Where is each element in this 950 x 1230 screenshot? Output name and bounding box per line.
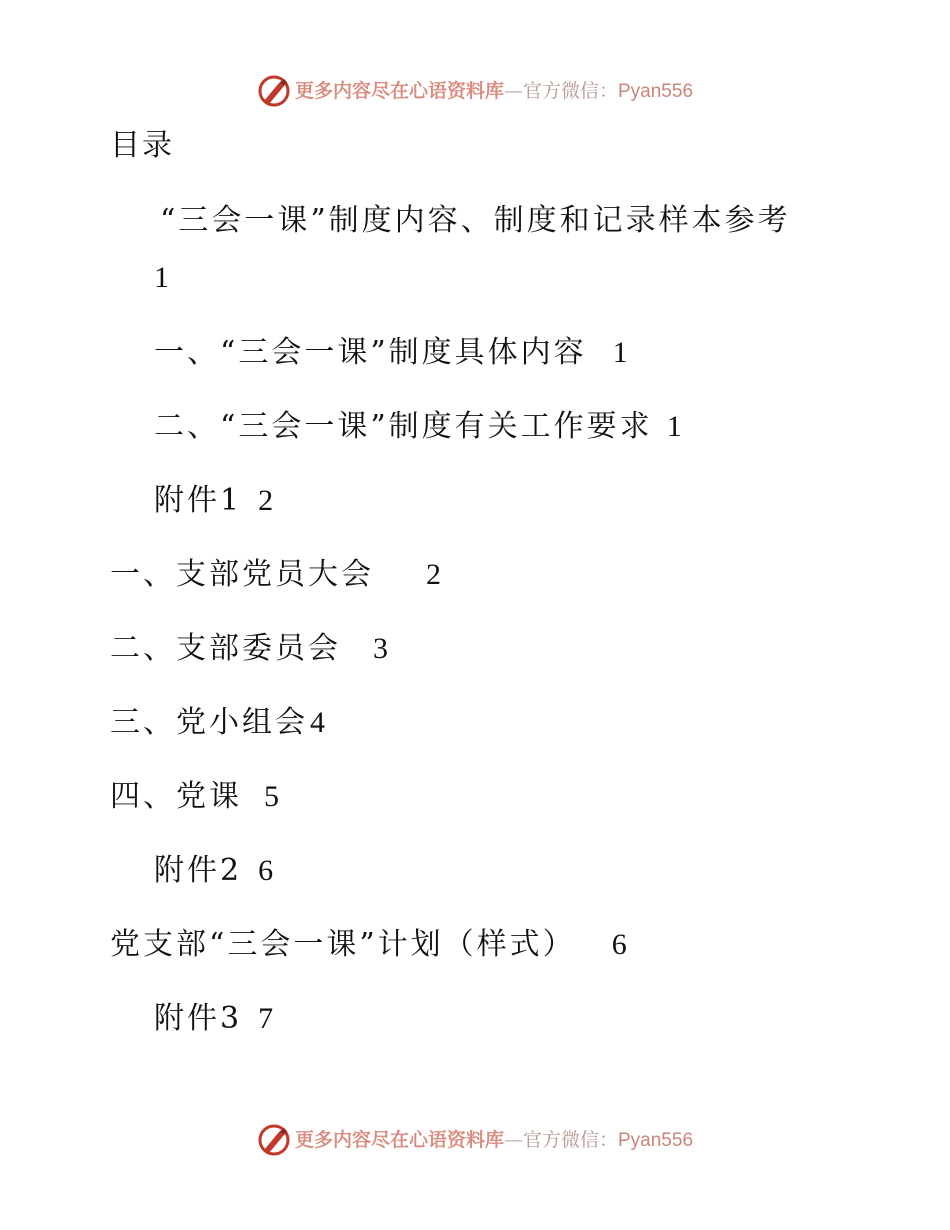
toc-entry-9[interactable] — [110, 925, 627, 965]
toc-entry-text: 二、支部委员会 — [110, 631, 341, 666]
toc-entry-text: 三、党小组会 — [110, 705, 308, 740]
toc-entry-page: 4 — [310, 706, 325, 739]
watermark-sub: 官方微信： — [522, 1128, 618, 1151]
pen-logo-icon — [257, 74, 291, 108]
toc-entry-text: 一、“三会一课”制度具体内容 — [154, 335, 587, 370]
toc-entry-page: 6 — [611, 928, 627, 961]
watermark-wechat-id: Pyan556 — [618, 1129, 694, 1151]
toc-entry-0-page-line — [154, 258, 169, 298]
watermark-separator: — — [503, 79, 523, 102]
toc-entry-text: 党支部“三会一课”计划（样式） — [110, 927, 576, 962]
toc-entry-text: 附件2 — [154, 853, 243, 888]
toc-entry-text: “三会一课”制度内容、制度和记录样本参考 — [160, 203, 791, 238]
header-watermark — [0, 71, 950, 111]
toc-entry-7[interactable] — [110, 777, 279, 817]
toc-entry-page: 5 — [264, 780, 279, 813]
toc-entry-page: 1 — [612, 336, 628, 369]
watermark-text — [294, 79, 694, 102]
watermark-text — [294, 1128, 694, 1151]
toc-entry-text: 附件3 — [154, 1001, 243, 1036]
watermark-main: 更多内容尽在心语资料库 — [294, 1128, 504, 1151]
watermark-main: 更多内容尽在心语资料库 — [294, 79, 504, 102]
toc-entry-page: 6 — [258, 854, 274, 887]
toc-entry-4[interactable] — [110, 555, 441, 595]
toc-entry-text: 一、支部党员大会 — [110, 557, 374, 592]
footer-watermark — [0, 1120, 950, 1160]
toc-entry-page: 3 — [373, 632, 388, 665]
toc-entry-text: 附件1 — [154, 483, 243, 518]
toc-entry-text: 四、党课 — [110, 779, 242, 814]
toc-entry-page: 1 — [154, 261, 169, 294]
watermark-wechat-id: Pyan556 — [618, 80, 694, 102]
toc-entry-8[interactable] — [154, 851, 273, 891]
toc-entry-text: 二、“三会一课”制度有关工作要求 — [154, 409, 653, 444]
watermark-sub: 官方微信： — [522, 79, 618, 102]
toc-entry-2[interactable] — [154, 407, 682, 447]
toc-entry-5[interactable] — [110, 629, 388, 669]
toc-entry-page: 2 — [258, 484, 274, 517]
toc-entry-3[interactable] — [154, 481, 273, 521]
watermark-separator: — — [503, 1128, 523, 1151]
toc-entry-page: 1 — [666, 410, 682, 443]
pen-logo-icon — [257, 1123, 291, 1157]
toc-title: 目录 — [110, 128, 174, 163]
toc-entry-10[interactable] — [154, 999, 273, 1039]
toc-entry-1[interactable] — [154, 333, 628, 373]
toc-entry-page: 2 — [426, 558, 441, 591]
toc-entry-page: 7 — [258, 1002, 274, 1035]
toc-entry-6[interactable] — [110, 703, 325, 743]
toc-entry-0[interactable] — [160, 201, 791, 241]
